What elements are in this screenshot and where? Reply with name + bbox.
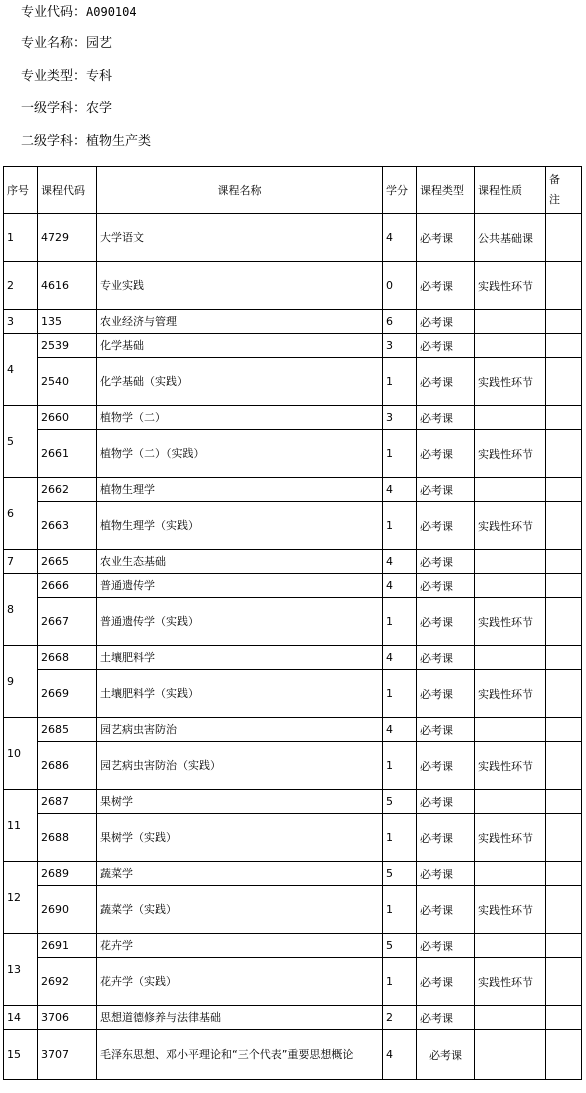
cell-name: 蔬菜学（实践） — [97, 886, 383, 934]
table-row — [4, 790, 582, 814]
cell-type: 必考课 — [417, 358, 475, 406]
cell-code: 2688 — [38, 814, 97, 862]
cell-note — [546, 1006, 582, 1030]
cell-type: 必考课 — [417, 790, 475, 814]
cell-name: 化学基础（实践） — [97, 358, 383, 406]
cell-credit: 1 — [383, 430, 417, 478]
cell-nature — [475, 310, 546, 334]
cell-code: 2689 — [38, 862, 97, 886]
cell-type: 必考课 — [417, 310, 475, 334]
cell-note — [546, 502, 582, 550]
cell-type: 必考课 — [417, 598, 475, 646]
cell-note — [546, 790, 582, 814]
cell-type: 必考课 — [417, 478, 475, 502]
cell-nature: 实践性环节 — [475, 958, 546, 1006]
cell-credit: 1 — [383, 886, 417, 934]
table-row — [4, 334, 582, 358]
cell-seq: 1 — [4, 214, 38, 262]
cell-type: 必考课 — [417, 1030, 475, 1080]
major-type-label: 专业类型： — [21, 69, 87, 84]
cell-note — [546, 334, 582, 358]
cell-seq: 11 — [4, 790, 38, 862]
cell-nature: 实践性环节 — [475, 430, 546, 478]
table-row — [4, 1030, 582, 1080]
cell-type: 必考课 — [417, 550, 475, 574]
cell-name: 土壤肥料学（实践） — [97, 670, 383, 718]
cell-name: 花卉学（实践） — [97, 958, 383, 1006]
cell-note — [546, 646, 582, 670]
cell-credit: 1 — [383, 358, 417, 406]
cell-seq: 10 — [4, 718, 38, 790]
cell-name: 思想道德修养与法律基础 — [97, 1006, 383, 1030]
cell-nature: 实践性环节 — [475, 742, 546, 790]
course-table — [3, 166, 582, 1080]
cell-nature: 实践性环节 — [475, 814, 546, 862]
discipline1-line — [21, 101, 112, 117]
cell-credit: 3 — [383, 334, 417, 358]
cell-credit: 5 — [383, 790, 417, 814]
cell-type: 必考课 — [417, 574, 475, 598]
cell-credit: 4 — [383, 550, 417, 574]
cell-code: 2685 — [38, 718, 97, 742]
cell-name: 专业实践 — [97, 262, 383, 310]
cell-code: 2539 — [38, 334, 97, 358]
cell-name: 植物学（二）（实践） — [97, 430, 383, 478]
table-row — [4, 550, 582, 574]
cell-credit: 4 — [383, 718, 417, 742]
cell-type: 必考课 — [417, 958, 475, 1006]
table-row — [4, 502, 582, 550]
cell-credit: 4 — [383, 1030, 417, 1080]
cell-note — [546, 742, 582, 790]
cell-nature — [475, 718, 546, 742]
header-nature: 课程性质 — [475, 167, 546, 214]
cell-credit: 3 — [383, 406, 417, 430]
cell-seq: 15 — [4, 1030, 38, 1080]
cell-credit: 5 — [383, 934, 417, 958]
cell-note — [546, 406, 582, 430]
cell-name: 植物生理学 — [97, 478, 383, 502]
cell-seq: 3 — [4, 310, 38, 334]
cell-code: 2540 — [38, 358, 97, 406]
cell-type: 必考课 — [417, 334, 475, 358]
cell-credit: 0 — [383, 262, 417, 310]
discipline1-value: 农学 — [86, 101, 113, 116]
header-note — [546, 167, 582, 214]
cell-type: 必考课 — [417, 430, 475, 478]
cell-code: 2661 — [38, 430, 97, 478]
cell-credit: 1 — [383, 670, 417, 718]
major-name-value: 园艺 — [86, 36, 113, 51]
header-code: 课程代码 — [38, 167, 97, 214]
cell-nature — [475, 478, 546, 502]
table-header-row — [4, 167, 582, 214]
cell-nature: 实践性环节 — [475, 358, 546, 406]
major-code-label: 专业代码： — [21, 5, 87, 20]
table-row — [4, 958, 582, 1006]
discipline2-line — [21, 134, 151, 150]
cell-code: 2665 — [38, 550, 97, 574]
header-type: 课程类型 — [417, 167, 475, 214]
cell-seq: 5 — [4, 406, 38, 478]
cell-code: 4616 — [38, 262, 97, 310]
cell-name: 化学基础 — [97, 334, 383, 358]
cell-name: 普通遗传学 — [97, 574, 383, 598]
table-row — [4, 934, 582, 958]
cell-nature — [475, 934, 546, 958]
major-name-line — [21, 36, 112, 52]
cell-code: 2662 — [38, 478, 97, 502]
table-row — [4, 430, 582, 478]
cell-credit: 4 — [383, 574, 417, 598]
cell-credit: 4 — [383, 214, 417, 262]
cell-name: 园艺病虫害防治（实践） — [97, 742, 383, 790]
cell-nature: 实践性环节 — [475, 502, 546, 550]
table-row — [4, 598, 582, 646]
cell-seq: 14 — [4, 1006, 38, 1030]
cell-code: 4729 — [38, 214, 97, 262]
cell-seq: 8 — [4, 574, 38, 646]
cell-nature — [475, 334, 546, 358]
cell-note — [546, 478, 582, 502]
cell-note — [546, 214, 582, 262]
table-row — [4, 214, 582, 262]
discipline1-label: 一级学科： — [21, 101, 87, 116]
table-row — [4, 814, 582, 862]
cell-note — [546, 358, 582, 406]
cell-nature — [475, 406, 546, 430]
table-row — [4, 262, 582, 310]
cell-seq: 6 — [4, 478, 38, 550]
cell-code: 2666 — [38, 574, 97, 598]
cell-note — [546, 550, 582, 574]
cell-name: 花卉学 — [97, 934, 383, 958]
table-row — [4, 862, 582, 886]
cell-code: 2690 — [38, 886, 97, 934]
cell-code: 135 — [38, 310, 97, 334]
cell-name: 土壤肥料学 — [97, 646, 383, 670]
header-credit: 学分 — [383, 167, 417, 214]
cell-seq: 7 — [4, 550, 38, 574]
cell-credit: 1 — [383, 958, 417, 1006]
cell-credit: 1 — [383, 598, 417, 646]
table-row — [4, 886, 582, 934]
cell-seq: 9 — [4, 646, 38, 718]
cell-name: 植物学（二） — [97, 406, 383, 430]
cell-type: 必考课 — [417, 670, 475, 718]
cell-code: 3706 — [38, 1006, 97, 1030]
cell-seq: 4 — [4, 334, 38, 406]
cell-nature: 实践性环节 — [475, 262, 546, 310]
cell-note — [546, 1030, 582, 1080]
cell-name: 农业经济与管理 — [97, 310, 383, 334]
cell-nature — [475, 1006, 546, 1030]
cell-note — [546, 814, 582, 862]
cell-credit: 4 — [383, 646, 417, 670]
cell-nature: 公共基础课 — [475, 214, 546, 262]
cell-nature — [475, 790, 546, 814]
cell-name: 果树学（实践） — [97, 814, 383, 862]
cell-type: 必考课 — [417, 934, 475, 958]
table-row — [4, 358, 582, 406]
cell-type: 必考课 — [417, 214, 475, 262]
cell-code: 2668 — [38, 646, 97, 670]
cell-type: 必考课 — [417, 742, 475, 790]
header-note-text: 备注 — [549, 173, 560, 206]
cell-nature — [475, 1030, 546, 1080]
cell-name: 普通遗传学（实践） — [97, 598, 383, 646]
cell-name: 农业生态基础 — [97, 550, 383, 574]
major-type-value: 专科 — [86, 69, 113, 84]
cell-nature: 实践性环节 — [475, 670, 546, 718]
cell-credit: 2 — [383, 1006, 417, 1030]
cell-name: 果树学 — [97, 790, 383, 814]
cell-type: 必考课 — [417, 718, 475, 742]
cell-credit: 4 — [383, 478, 417, 502]
cell-code: 2686 — [38, 742, 97, 790]
cell-credit: 1 — [383, 502, 417, 550]
cell-type: 必考课 — [417, 862, 475, 886]
cell-name: 植物生理学（实践） — [97, 502, 383, 550]
cell-code: 2663 — [38, 502, 97, 550]
cell-code: 2667 — [38, 598, 97, 646]
table-row — [4, 718, 582, 742]
cell-type: 必考课 — [417, 406, 475, 430]
cell-type: 必考课 — [417, 1006, 475, 1030]
cell-name: 大学语文 — [97, 214, 383, 262]
cell-note — [546, 886, 582, 934]
major-name-label: 专业名称： — [21, 36, 87, 51]
cell-note — [546, 934, 582, 958]
table-row — [4, 670, 582, 718]
cell-name: 蔬菜学 — [97, 862, 383, 886]
table-row — [4, 742, 582, 790]
cell-note — [546, 718, 582, 742]
cell-note — [546, 958, 582, 1006]
cell-nature — [475, 862, 546, 886]
cell-code: 3707 — [38, 1030, 97, 1080]
cell-seq: 13 — [4, 934, 38, 1006]
cell-type: 必考课 — [417, 502, 475, 550]
discipline2-label: 二级学科： — [21, 134, 87, 149]
major-code-value: A090104 — [86, 5, 137, 19]
cell-code: 2669 — [38, 670, 97, 718]
table-row — [4, 310, 582, 334]
cell-note — [546, 430, 582, 478]
header-name: 课程名称 — [97, 167, 383, 214]
cell-nature: 实践性环节 — [475, 598, 546, 646]
table-row — [4, 574, 582, 598]
cell-seq: 12 — [4, 862, 38, 934]
cell-type: 必考课 — [417, 262, 475, 310]
cell-nature — [475, 646, 546, 670]
cell-code: 2660 — [38, 406, 97, 430]
table-row — [4, 1006, 582, 1030]
cell-code: 2691 — [38, 934, 97, 958]
cell-note — [546, 670, 582, 718]
cell-nature: 实践性环节 — [475, 886, 546, 934]
table-row — [4, 646, 582, 670]
cell-code: 2687 — [38, 790, 97, 814]
cell-code: 2692 — [38, 958, 97, 1006]
cell-name: 毛泽东思想、邓小平理论和“三个代表”重要思想概论 — [97, 1030, 383, 1080]
discipline2-value: 植物生产类 — [86, 134, 152, 149]
header-seq: 序号 — [4, 167, 38, 214]
cell-credit: 1 — [383, 742, 417, 790]
table-row — [4, 478, 582, 502]
table-row — [4, 406, 582, 430]
cell-credit: 1 — [383, 814, 417, 862]
cell-credit: 6 — [383, 310, 417, 334]
cell-type: 必考课 — [417, 646, 475, 670]
cell-nature — [475, 574, 546, 598]
cell-type: 必考课 — [417, 886, 475, 934]
cell-note — [546, 574, 582, 598]
major-code-line — [21, 4, 137, 21]
cell-note — [546, 310, 582, 334]
cell-note — [546, 598, 582, 646]
cell-note — [546, 262, 582, 310]
major-type-line — [21, 69, 112, 85]
cell-nature — [475, 550, 546, 574]
cell-type: 必考课 — [417, 814, 475, 862]
cell-note — [546, 862, 582, 886]
cell-credit: 5 — [383, 862, 417, 886]
cell-seq: 2 — [4, 262, 38, 310]
cell-name: 园艺病虫害防治 — [97, 718, 383, 742]
